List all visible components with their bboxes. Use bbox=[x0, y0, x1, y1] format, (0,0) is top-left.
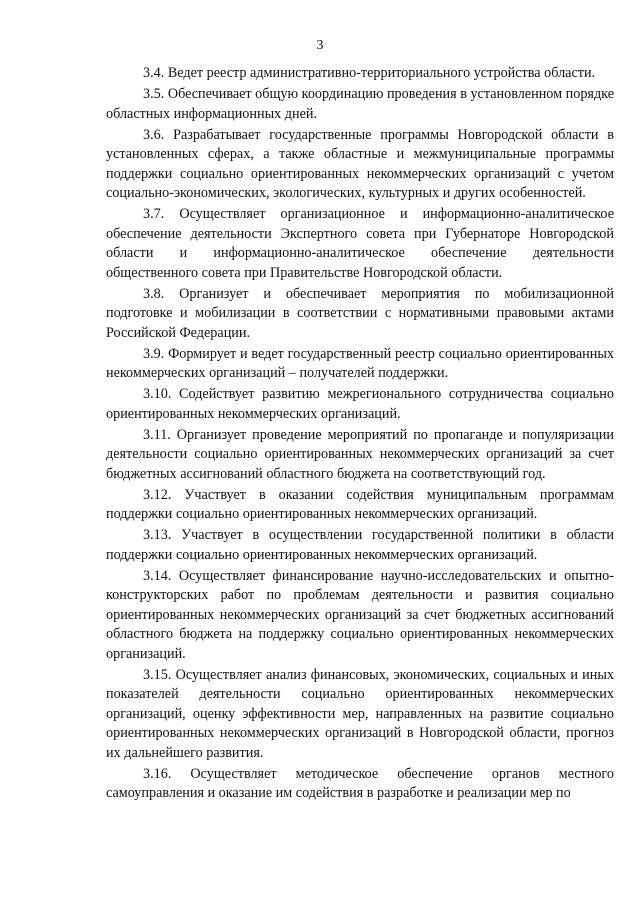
paragraph-3-7: 3.7. Осуществляет организационное и информационно-аналитическое обеспечение деятельности Экспертного совета при Губернаторе Новгородской области и информационно-аналитическое обеспечение деятельности общественного совета при Правительстве Новгородской области. bbox=[106, 206, 614, 281]
paragraph-3-6: 3.6. Разрабатывает государственные программы Новгородской области в установленных сферах, а также областные и межмуниципальные программы поддержки социально ориентированных некоммерческих организаций с учетом социально-экономических, экологических, культурных и других особенностей. bbox=[106, 126, 614, 201]
paragraph-3-9: 3.9. Формирует и ведет государственный реестр социально ориентированных некоммерческих организаций – получателей поддержки. bbox=[106, 345, 614, 381]
paragraph-3-11: 3.11. Организует проведение мероприятий по пропаганде и популяризации деятельности социально ориентированных некоммерческих организаций за счет бюджетных ассигнований областного бюджета на соответствующий год. bbox=[106, 426, 614, 482]
paragraph-3-10: 3.10. Содействует развитию межрегионального сотрудничества социально ориентированных некоммерческих организаций. bbox=[106, 386, 614, 422]
paragraph-3-15: 3.15. Осуществляет анализ финансовых, экономических, социальных и иных показателей деятельности социально ориентированных некоммерческих организаций, оценку эффективности мер, направленных на развитие социально ориентированных некоммерческих организаций в Новгородской области, прогноз их дальнейшего развития. bbox=[106, 666, 614, 761]
document-body bbox=[106, 64, 614, 805]
paragraph-3-5: 3.5. Обеспечивает общую координацию проведения в установленном порядке областных информационных дней. bbox=[106, 86, 614, 122]
paragraph-3-13: 3.13. Участвует в осуществлении государственной политики в области поддержки социально ориентированных некоммерческих организаций. bbox=[106, 527, 614, 563]
paragraph-3-4: 3.4. Ведет реестр административно-территориального устройства области. bbox=[143, 65, 596, 81]
paragraph-3-8: 3.8. Организует и обеспечивает мероприятия по мобилизационной подготовке и мобилизации в соответствии с нормативными правовыми актами Российской Федерации. bbox=[106, 285, 614, 341]
paragraph-3-14: 3.14. Осуществляет финансирование научно-исследовательских и опытно-конструкторских работ по проблемам деятельности и развития социально ориентированных некоммерческих организаций за счет бюджетных ассигнований областного бюджета на поддержку социально ориентированных некоммерческих организаций. bbox=[106, 567, 614, 662]
paragraph-3-16: 3.16. Осуществляет методическое обеспечение органов местного самоуправления и оказание им содействия в разработке и реализации мер по bbox=[106, 765, 614, 801]
page-number: 3 bbox=[316, 38, 324, 53]
paragraph-3-12: 3.12. Участвует в оказании содействия муниципальным программам поддержки социально ориентированных некоммерческих организаций. bbox=[106, 486, 614, 522]
